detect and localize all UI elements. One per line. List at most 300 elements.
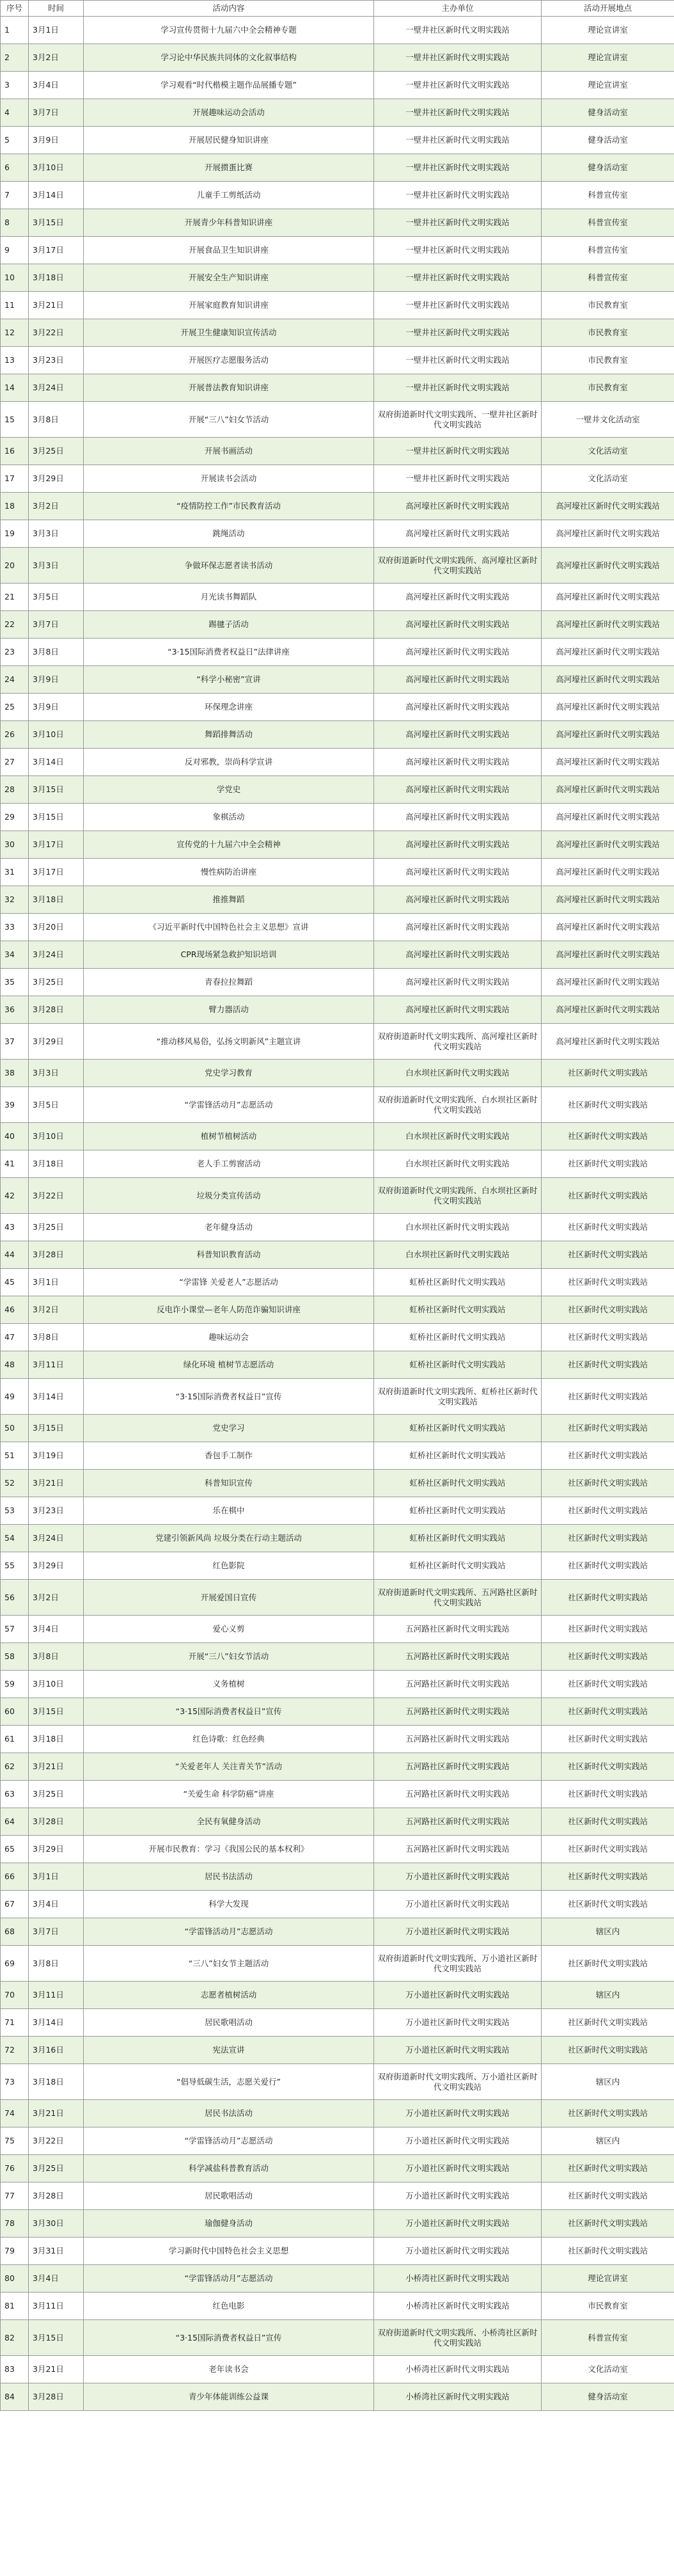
cell-venue: 社区新时代文明实践站 (542, 1698, 674, 1726)
cell-activity: 开展普法教育知识讲座 (84, 374, 374, 402)
table-row (1, 44, 674, 72)
table-row (1, 1982, 674, 2009)
cell-venue: 文化活动室 (542, 2356, 674, 2383)
cell-venue: 市民教育室 (542, 374, 674, 402)
table-row (1, 2210, 674, 2238)
cell-activity: “科学小秘密”宣讲 (84, 666, 374, 694)
cell-date: 3月10日 (29, 1671, 84, 1698)
cell-index: 52 (1, 1470, 29, 1497)
table-row (1, 2100, 674, 2127)
cell-activity: 开展家庭教育知识讲座 (84, 292, 374, 319)
table-row (1, 1616, 674, 1643)
table-row (1, 1643, 674, 1671)
table-row (1, 264, 674, 292)
cell-date: 3月4日 (29, 1616, 84, 1643)
cell-date: 3月24日 (29, 941, 84, 969)
cell-venue: 健身活动室 (542, 2383, 674, 2411)
cell-organizer: 一壁井社区新时代文明实践站 (374, 72, 542, 99)
table-row (1, 1497, 674, 1525)
cell-index: 11 (1, 292, 29, 319)
cell-activity: “3·15国际消费者权益日”法律讲座 (84, 639, 374, 666)
cell-date: 3月18日 (29, 1726, 84, 1753)
cell-index: 16 (1, 438, 29, 465)
cell-venue: 社区新时代文明实践站 (542, 1351, 674, 1379)
cell-date: 3月3日 (29, 1060, 84, 1087)
cell-date: 3月23日 (29, 1497, 84, 1525)
cell-organizer: 五河路社区新时代文明实践站 (374, 1808, 542, 1836)
cell-organizer: 万小道社区新时代文明实践站 (374, 1918, 542, 1946)
cell-venue: 社区新时代文明实践站 (542, 1525, 674, 1552)
cell-organizer: 五河路社区新时代文明实践站 (374, 1698, 542, 1726)
cell-date: 3月15日 (29, 209, 84, 237)
table-row (1, 465, 674, 493)
cell-index: 74 (1, 2100, 29, 2127)
cell-date: 3月2日 (29, 44, 84, 72)
cell-activity: 爱心义剪 (84, 1616, 374, 1643)
table-header-row (1, 1, 674, 17)
cell-venue: 社区新时代文明实践站 (542, 1946, 674, 1982)
cell-venue: 社区新时代文明实践站 (542, 2037, 674, 2064)
cell-index: 56 (1, 1580, 29, 1616)
cell-activity: 义务植树 (84, 1671, 374, 1698)
cell-index: 79 (1, 2238, 29, 2265)
cell-index: 10 (1, 264, 29, 292)
cell-index: 55 (1, 1552, 29, 1580)
cell-activity: 科普知识教育活动 (84, 1241, 374, 1269)
cell-organizer: 小桥湾社区新时代文明实践站 (374, 2356, 542, 2383)
cell-venue: 社区新时代文明实践站 (542, 1214, 674, 1241)
cell-index: 35 (1, 969, 29, 996)
cell-date: 3月16日 (29, 2037, 84, 2064)
cell-organizer: 高河壕社区新时代文明实践站 (374, 831, 542, 859)
cell-index: 26 (1, 721, 29, 749)
table-row (1, 2293, 674, 2320)
cell-date: 3月3日 (29, 520, 84, 548)
cell-organizer: 白水坝社区新时代文明实践站 (374, 1123, 542, 1150)
cell-activity: 老年健身活动 (84, 1214, 374, 1241)
table-row (1, 611, 674, 639)
cell-venue: 科普宣传室 (542, 209, 674, 237)
cell-activity: “疫情防控工作”市民教育活动 (84, 493, 374, 520)
cell-date: 3月5日 (29, 1087, 84, 1123)
table-row (1, 749, 674, 776)
cell-index: 5 (1, 127, 29, 154)
cell-venue: 社区新时代文明实践站 (542, 1442, 674, 1470)
cell-organizer: 五河路社区新时代文明实践站 (374, 1643, 542, 1671)
table-row (1, 2238, 674, 2265)
table-row (1, 292, 674, 319)
cell-organizer: 虹桥社区新时代文明实践站 (374, 1296, 542, 1324)
cell-date: 3月5日 (29, 584, 84, 611)
cell-index: 31 (1, 859, 29, 886)
cell-index: 48 (1, 1351, 29, 1379)
cell-date: 3月10日 (29, 721, 84, 749)
cell-organizer: 五河路社区新时代文明实践站 (374, 1781, 542, 1808)
cell-activity: “3·15国际消费者权益日”宣传 (84, 1379, 374, 1415)
table-row (1, 1123, 674, 1150)
cell-venue: 社区新时代文明实践站 (542, 1580, 674, 1616)
cell-venue: 社区新时代文明实践站 (542, 1087, 674, 1123)
cell-index: 43 (1, 1214, 29, 1241)
column-header-date: 时间 (29, 1, 84, 17)
cell-date: 3月29日 (29, 1836, 84, 1863)
cell-activity: “3·15国际消费者权益日”宣传 (84, 2320, 374, 2356)
cell-date: 3月11日 (29, 1351, 84, 1379)
cell-organizer: 高河壕社区新时代文明实践站 (374, 749, 542, 776)
table-row (1, 1241, 674, 1269)
cell-venue: 健身活动室 (542, 99, 674, 127)
cell-index: 37 (1, 1024, 29, 1060)
table-row (1, 1580, 674, 1616)
cell-venue: 科普宣传室 (542, 182, 674, 209)
cell-venue: 辖区内 (542, 1918, 674, 1946)
cell-index: 30 (1, 831, 29, 859)
cell-venue: 一壁井文化活动室 (542, 402, 674, 438)
table-row (1, 2037, 674, 2064)
cell-index: 61 (1, 1726, 29, 1753)
cell-organizer: 虹桥社区新时代文明实践站 (374, 1324, 542, 1351)
table-row (1, 154, 674, 182)
cell-index: 41 (1, 1150, 29, 1178)
cell-venue: 文化活动室 (542, 438, 674, 465)
cell-index: 2 (1, 44, 29, 72)
cell-activity: “三八”妇女节主题活动 (84, 1946, 374, 1982)
cell-venue: 高河壕社区新时代文明实践站 (542, 996, 674, 1024)
cell-venue: 社区新时代文明实践站 (542, 1379, 674, 1415)
cell-date: 3月7日 (29, 99, 84, 127)
cell-organizer: 小桥湾社区新时代文明实践站 (374, 2383, 542, 2411)
cell-venue: 高河壕社区新时代文明实践站 (542, 721, 674, 749)
cell-date: 3月7日 (29, 1918, 84, 1946)
cell-date: 3月4日 (29, 1891, 84, 1918)
cell-venue: 高河壕社区新时代文明实践站 (542, 666, 674, 694)
cell-venue: 科普宣传室 (542, 2320, 674, 2356)
cell-date: 3月29日 (29, 1552, 84, 1580)
table-row (1, 17, 674, 44)
cell-venue: 辖区内 (542, 2127, 674, 2155)
cell-activity: 居民书法活动 (84, 1863, 374, 1891)
table-row (1, 1671, 674, 1698)
cell-activity: “学雷锋活动月”志愿活动 (84, 1087, 374, 1123)
column-header-organizer: 主办单位 (374, 1, 542, 17)
cell-venue: 社区新时代文明实践站 (542, 1060, 674, 1087)
cell-organizer: 五河路社区新时代文明实践站 (374, 1671, 542, 1698)
cell-activity: 推推舞蹈 (84, 886, 374, 914)
cell-index: 44 (1, 1241, 29, 1269)
cell-date: 3月3日 (29, 548, 84, 584)
cell-organizer: 虹桥社区新时代文明实践站 (374, 1497, 542, 1525)
cell-date: 3月15日 (29, 1698, 84, 1726)
cell-venue: 市民教育室 (542, 319, 674, 347)
cell-activity: 老年读书会 (84, 2356, 374, 2383)
cell-organizer: 五河路社区新时代文明实践站 (374, 1616, 542, 1643)
cell-index: 25 (1, 694, 29, 721)
cell-activity: 开展食品卫生知识讲座 (84, 237, 374, 264)
cell-venue: 科普宣传室 (542, 264, 674, 292)
table-row (1, 520, 674, 548)
cell-date: 3月15日 (29, 1415, 84, 1442)
cell-date: 3月8日 (29, 1643, 84, 1671)
cell-venue: 高河壕社区新时代文明实践站 (542, 886, 674, 914)
cell-index: 28 (1, 776, 29, 804)
cell-venue: 辖区内 (542, 2064, 674, 2100)
cell-venue: 健身活动室 (542, 127, 674, 154)
cell-activity: 志愿者植树活动 (84, 1982, 374, 2009)
cell-activity: 开展居民健身知识讲座 (84, 127, 374, 154)
cell-index: 47 (1, 1324, 29, 1351)
table-row (1, 1552, 674, 1580)
cell-date: 3月24日 (29, 374, 84, 402)
cell-activity: 开展安全生产知识讲座 (84, 264, 374, 292)
cell-organizer: 白水坝社区新时代文明实践站 (374, 1060, 542, 1087)
table-row (1, 1296, 674, 1324)
table-row (1, 209, 674, 237)
table-row (1, 1087, 674, 1123)
cell-index: 7 (1, 182, 29, 209)
cell-organizer: 虹桥社区新时代文明实践站 (374, 1269, 542, 1296)
cell-organizer: 一壁井社区新时代文明实践站 (374, 237, 542, 264)
cell-organizer: 五河路社区新时代文明实践站 (374, 1726, 542, 1753)
cell-venue: 社区新时代文明实践站 (542, 2210, 674, 2238)
cell-index: 69 (1, 1946, 29, 1982)
cell-index: 24 (1, 666, 29, 694)
cell-date: 3月25日 (29, 2155, 84, 2182)
cell-activity: 绿化环境 植树节志愿活动 (84, 1351, 374, 1379)
cell-index: 60 (1, 1698, 29, 1726)
table-row (1, 1836, 674, 1863)
cell-index: 36 (1, 996, 29, 1024)
cell-date: 3月11日 (29, 1982, 84, 2009)
cell-date: 3月15日 (29, 776, 84, 804)
cell-activity: 学党史 (84, 776, 374, 804)
cell-index: 76 (1, 2155, 29, 2182)
cell-activity: 居民歌唱活动 (84, 2009, 374, 2037)
cell-date: 3月18日 (29, 886, 84, 914)
cell-venue: 高河壕社区新时代文明实践站 (542, 859, 674, 886)
table-row (1, 1324, 674, 1351)
cell-date: 3月8日 (29, 639, 84, 666)
cell-venue: 社区新时代文明实践站 (542, 1123, 674, 1150)
cell-index: 14 (1, 374, 29, 402)
cell-organizer: 一壁井社区新时代文明实践站 (374, 154, 542, 182)
cell-index: 42 (1, 1178, 29, 1214)
cell-index: 53 (1, 1497, 29, 1525)
cell-activity: 党史学习 (84, 1415, 374, 1442)
table-row (1, 127, 674, 154)
table-row (1, 438, 674, 465)
table-row (1, 941, 674, 969)
cell-venue: 社区新时代文明实践站 (542, 1470, 674, 1497)
cell-index: 33 (1, 914, 29, 941)
column-header-index: 序号 (1, 1, 29, 17)
cell-organizer: 高河壕社区新时代文明实践站 (374, 666, 542, 694)
cell-date: 3月28日 (29, 1808, 84, 1836)
cell-activity: 《习近平新时代中国特色社会主义思想》宣讲 (84, 914, 374, 941)
cell-organizer: 万小道社区新时代文明实践站 (374, 1863, 542, 1891)
cell-venue: 社区新时代文明实践站 (542, 1863, 674, 1891)
table-row (1, 804, 674, 831)
cell-activity: 开展卫生健康知识宣传活动 (84, 319, 374, 347)
cell-activity: 臂力器活动 (84, 996, 374, 1024)
cell-activity: 香包手工制作 (84, 1442, 374, 1470)
column-header-activity: 活动内容 (84, 1, 374, 17)
cell-date: 3月29日 (29, 465, 84, 493)
table-row (1, 2265, 674, 2293)
cell-organizer: 五河路社区新时代文明实践站 (374, 1753, 542, 1781)
cell-organizer: 一壁井社区新时代文明实践站 (374, 438, 542, 465)
cell-index: 72 (1, 2037, 29, 2064)
cell-index: 63 (1, 1781, 29, 1808)
cell-organizer: 一壁井社区新时代文明实践站 (374, 99, 542, 127)
cell-date: 3月18日 (29, 264, 84, 292)
cell-index: 49 (1, 1379, 29, 1415)
cell-venue: 理论宣讲室 (542, 72, 674, 99)
cell-date: 3月9日 (29, 127, 84, 154)
cell-index: 4 (1, 99, 29, 127)
cell-date: 3月25日 (29, 1214, 84, 1241)
cell-organizer: 双府街道新时代文明实践所、万小道社区新时代文明实践站 (374, 2064, 542, 2100)
cell-organizer: 一壁井社区新时代文明实践站 (374, 127, 542, 154)
cell-date: 3月28日 (29, 2383, 84, 2411)
cell-organizer: 白水坝社区新时代文明实践站 (374, 1214, 542, 1241)
cell-organizer: 双府街道新时代文明实践所、一壁井社区新时代文明实践站 (374, 402, 542, 438)
cell-venue: 理论宣讲室 (542, 2265, 674, 2293)
cell-index: 83 (1, 2356, 29, 2383)
cell-venue: 高河壕社区新时代文明实践站 (542, 520, 674, 548)
table-row (1, 347, 674, 374)
cell-index: 58 (1, 1643, 29, 1671)
cell-organizer: 一壁井社区新时代文明实践站 (374, 374, 542, 402)
cell-venue: 高河壕社区新时代文明实践站 (542, 969, 674, 996)
cell-organizer: 双府街道新时代文明实践所、万小道社区新时代文明实践站 (374, 1946, 542, 1982)
cell-index: 65 (1, 1836, 29, 1863)
cell-index: 17 (1, 465, 29, 493)
cell-organizer: 双府街道新时代文明实践所、小桥湾社区新时代文明实践站 (374, 2320, 542, 2356)
cell-organizer: 双府街道新时代文明实践所、白水坝社区新时代文明实践站 (374, 1087, 542, 1123)
cell-date: 3月1日 (29, 1269, 84, 1296)
cell-activity: 垃圾分类宣传活动 (84, 1178, 374, 1214)
cell-organizer: 双府街道新时代文明实践所、虹桥社区新时代文明实践站 (374, 1379, 542, 1415)
table-row (1, 1698, 674, 1726)
cell-index: 34 (1, 941, 29, 969)
cell-activity: 学习宣传贯彻十九届六中全会精神专题 (84, 17, 374, 44)
cell-organizer: 虹桥社区新时代文明实践站 (374, 1415, 542, 1442)
cell-organizer: 虹桥社区新时代文明实践站 (374, 1552, 542, 1580)
cell-index: 13 (1, 347, 29, 374)
cell-venue: 高河壕社区新时代文明实践站 (542, 584, 674, 611)
cell-date: 3月25日 (29, 438, 84, 465)
cell-activity: 开展青少年科普知识讲座 (84, 209, 374, 237)
cell-activity: “关爱老年人 关注青关节”活动 (84, 1753, 374, 1781)
table-row (1, 548, 674, 584)
table-row (1, 1214, 674, 1241)
cell-activity: 开展爱国日宣传 (84, 1580, 374, 1616)
cell-organizer: 高河壕社区新时代文明实践站 (374, 694, 542, 721)
cell-date: 3月28日 (29, 2182, 84, 2210)
cell-index: 46 (1, 1296, 29, 1324)
table-row (1, 1781, 674, 1808)
cell-organizer: 高河壕社区新时代文明实践站 (374, 804, 542, 831)
cell-organizer: 一壁井社区新时代文明实践站 (374, 319, 542, 347)
cell-index: 81 (1, 2293, 29, 2320)
cell-organizer: 双府街道新时代文明实践所、白水坝社区新时代文明实践站 (374, 1178, 542, 1214)
cell-organizer: 万小道社区新时代文明实践站 (374, 2127, 542, 2155)
cell-activity: 学习观看“时代楷模主题作品展播专题” (84, 72, 374, 99)
cell-organizer: 万小道社区新时代文明实践站 (374, 1982, 542, 2009)
cell-date: 3月1日 (29, 1863, 84, 1891)
cell-organizer: 小桥湾社区新时代文明实践站 (374, 2293, 542, 2320)
cell-index: 66 (1, 1863, 29, 1891)
table-row (1, 1918, 674, 1946)
cell-index: 45 (1, 1269, 29, 1296)
cell-activity: 月光读书舞蹈队 (84, 584, 374, 611)
table-row (1, 969, 674, 996)
table-row (1, 319, 674, 347)
cell-venue: 科普宣传室 (542, 237, 674, 264)
table-row (1, 666, 674, 694)
cell-date: 3月25日 (29, 969, 84, 996)
cell-date: 3月18日 (29, 2064, 84, 2100)
cell-organizer: 小桥湾社区新时代文明实践站 (374, 2265, 542, 2293)
cell-organizer: 一壁井社区新时代文明实践站 (374, 465, 542, 493)
table-row (1, 2064, 674, 2100)
table-row (1, 1351, 674, 1379)
cell-organizer: 万小道社区新时代文明实践站 (374, 2238, 542, 2265)
cell-activity: 学习新时代中国特色社会主义思想 (84, 2238, 374, 2265)
cell-activity: 象棋活动 (84, 804, 374, 831)
cell-index: 68 (1, 1918, 29, 1946)
cell-index: 82 (1, 2320, 29, 2356)
cell-venue: 高河壕社区新时代文明实践站 (542, 831, 674, 859)
cell-date: 3月10日 (29, 1123, 84, 1150)
cell-date: 3月8日 (29, 1324, 84, 1351)
table-row (1, 1415, 674, 1442)
cell-activity: 趣味运动会 (84, 1324, 374, 1351)
cell-venue: 社区新时代文明实践站 (542, 1241, 674, 1269)
cell-venue: 文化活动室 (542, 465, 674, 493)
cell-activity: 瑜伽健身活动 (84, 2210, 374, 2238)
cell-venue: 高河壕社区新时代文明实践站 (542, 548, 674, 584)
cell-date: 3月24日 (29, 1525, 84, 1552)
cell-index: 20 (1, 548, 29, 584)
cell-activity: 开展医疗志愿服务活动 (84, 347, 374, 374)
cell-venue: 社区新时代文明实践站 (542, 2238, 674, 2265)
cell-index: 19 (1, 520, 29, 548)
cell-activity: 科普知识宣传 (84, 1470, 374, 1497)
cell-organizer: 一壁井社区新时代文明实践站 (374, 182, 542, 209)
cell-activity: 学习论中华民族共同体的文化叙事结构 (84, 44, 374, 72)
cell-date: 3月21日 (29, 2100, 84, 2127)
cell-venue: 高河壕社区新时代文明实践站 (542, 611, 674, 639)
cell-venue: 社区新时代文明实践站 (542, 1178, 674, 1214)
cell-date: 3月21日 (29, 292, 84, 319)
table-row (1, 182, 674, 209)
cell-activity: 跳绳活动 (84, 520, 374, 548)
cell-index: 50 (1, 1415, 29, 1442)
cell-activity: 开展掼蛋比赛 (84, 154, 374, 182)
cell-organizer: 高河壕社区新时代文明实践站 (374, 969, 542, 996)
cell-activity: 青少年体能训练公益课 (84, 2383, 374, 2411)
cell-date: 3月17日 (29, 237, 84, 264)
cell-date: 3月15日 (29, 2320, 84, 2356)
cell-venue: 高河壕社区新时代文明实践站 (542, 639, 674, 666)
cell-date: 3月8日 (29, 1946, 84, 1982)
cell-date: 3月7日 (29, 611, 84, 639)
cell-venue: 社区新时代文明实践站 (542, 1497, 674, 1525)
cell-activity: 开展市民教育：学习《我国公民的基本权利》 (84, 1836, 374, 1863)
cell-activity: 开展书画活动 (84, 438, 374, 465)
table-row (1, 886, 674, 914)
